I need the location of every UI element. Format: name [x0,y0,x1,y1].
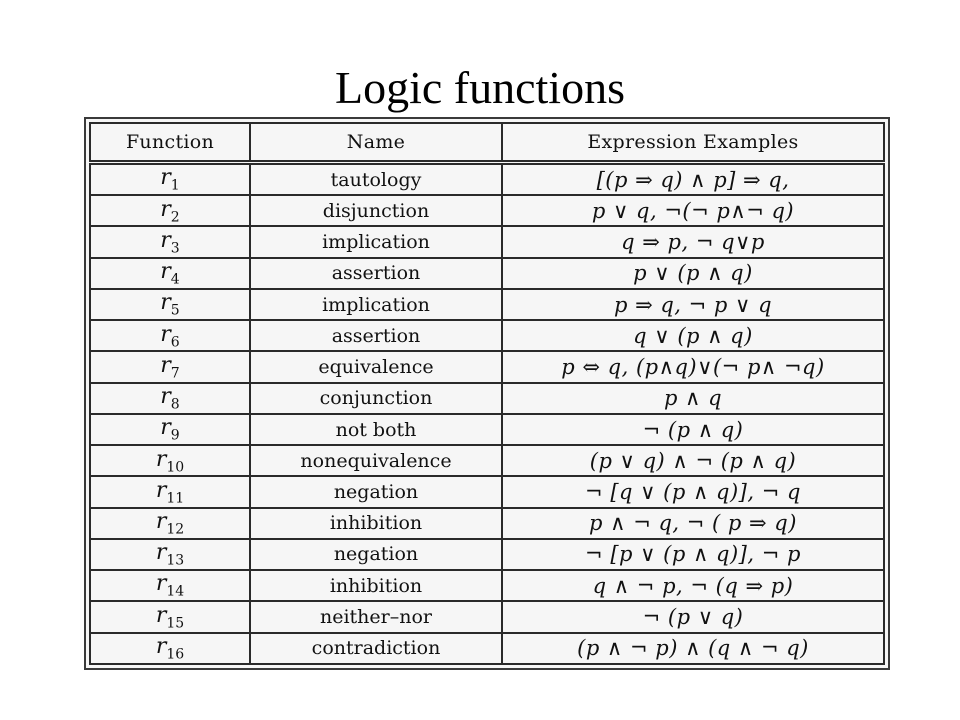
function-cell [90,351,250,382]
name-cell: nonequivalence [250,445,502,476]
slide-title: Logic functions [335,62,625,113]
name-cell: implication [250,289,502,320]
table-body [90,163,884,665]
function-cell [90,226,250,257]
function-cell [90,383,250,414]
function-symbol: r [155,602,167,628]
name-cell: conjunction [250,383,502,414]
expression-cell: p ∧ ¬ q, ¬ ( p ⇒ q) [502,508,884,539]
function-subscript: 15 [166,615,185,632]
expression-cell: q ⇒ p, ¬ q∨p [502,226,884,257]
expression-cell: p ⇒ q, ¬ p ∨ q [502,289,884,320]
function-symbol: r [160,352,171,378]
table-row [90,445,884,476]
function-subscript: 4 [170,271,180,288]
function-cell [90,320,250,351]
table-row [90,320,884,351]
expression-cell: ¬ [p ∨ (p ∧ q)], ¬ p [502,539,884,570]
name-cell: not both [250,414,502,445]
name-cell: negation [250,476,502,507]
table-row [90,633,884,664]
function-subscript: 2 [170,209,180,226]
name-cell: assertion [250,320,502,351]
function-subscript: 16 [166,646,185,663]
function-subscript: 11 [166,490,185,507]
function-cell [90,445,250,476]
function-cell [90,508,250,539]
name-cell: neither–nor [250,601,502,632]
expression-cell: ¬ (p ∧ q) [502,414,884,445]
function-symbol: r [155,540,167,566]
function-subscript: 12 [166,521,185,538]
header-function: Function [90,123,250,163]
function-cell [90,414,250,445]
function-symbol: r [160,196,171,222]
name-cell: negation [250,539,502,570]
expression-cell: (p ∧ ¬ p) ∧ (q ∧ ¬ q) [502,633,884,664]
table-row [90,601,884,632]
function-symbol: r [155,477,167,503]
expression-cell: ¬ (p ∨ q) [502,601,884,632]
header-name: Name [250,123,502,163]
function-subscript: 7 [170,365,180,382]
function-symbol: r [160,415,171,441]
name-cell: assertion [250,258,502,289]
table-header-row [90,123,884,163]
function-subscript: 5 [170,302,180,319]
function-symbol: r [160,165,171,191]
table-row [90,226,884,257]
function-cell [90,258,250,289]
expression-cell: p ∧ q [502,383,884,414]
expression-cell: (p ∨ q) ∧ ¬ (p ∧ q) [502,445,884,476]
function-symbol: r [155,634,167,660]
name-cell: equivalence [250,351,502,382]
function-symbol: r [155,446,167,472]
table-row [90,476,884,507]
function-symbol: r [155,509,167,535]
header-expression-examples: Expression Examples [502,123,884,163]
function-symbol: r [160,259,171,285]
function-subscript: 6 [170,334,180,350]
expression-cell: q ∧ ¬ p, ¬ (q ⇒ p) [502,570,884,601]
name-cell: inhibition [250,508,502,539]
function-cell [90,163,250,196]
function-symbol: r [160,290,171,316]
function-symbol: r [160,384,171,410]
name-cell: inhibition [250,570,502,601]
table-row [90,289,884,320]
scanned-table-image [84,117,890,670]
expression-cell: p ⇔ q, (p∧q)∨(¬ p∧ ¬q) [502,351,884,382]
function-subscript: 8 [170,396,180,413]
name-cell: implication [250,226,502,257]
function-cell [90,570,250,601]
table-row [90,414,884,445]
table-row [90,163,884,196]
name-cell: tautology [250,163,502,196]
function-symbol: r [155,571,167,597]
function-cell [90,289,250,320]
function-cell [90,633,250,664]
expression-cell: ¬ [q ∨ (p ∧ q)], ¬ q [502,476,884,507]
name-cell: disjunction [250,195,502,226]
function-symbol: r [160,227,171,253]
table-row [90,195,884,226]
function-subscript: 10 [166,458,185,475]
table-row [90,539,884,570]
expression-cell: p ∨ q, ¬(¬ p∧¬ q) [502,195,884,226]
expression-cell: q ∨ (p ∧ q) [502,320,884,351]
expression-cell: [(p ⇒ q) ∧ p] ⇒ q, [502,163,884,196]
table-row [90,383,884,414]
function-subscript: 13 [166,552,185,569]
function-cell [90,539,250,570]
logic-functions-table [89,122,885,665]
table-row [90,570,884,601]
function-subscript: 3 [170,240,180,257]
name-cell: contradiction [250,633,502,664]
table-row [90,508,884,539]
function-symbol: r [160,321,171,347]
function-subscript: 14 [166,583,185,600]
function-subscript: 1 [170,177,180,194]
table-row [90,351,884,382]
function-subscript: 9 [170,427,180,444]
expression-cell: p ∨ (p ∧ q) [502,258,884,289]
function-cell [90,601,250,632]
function-cell [90,195,250,226]
function-cell [90,476,250,507]
table-row [90,258,884,289]
